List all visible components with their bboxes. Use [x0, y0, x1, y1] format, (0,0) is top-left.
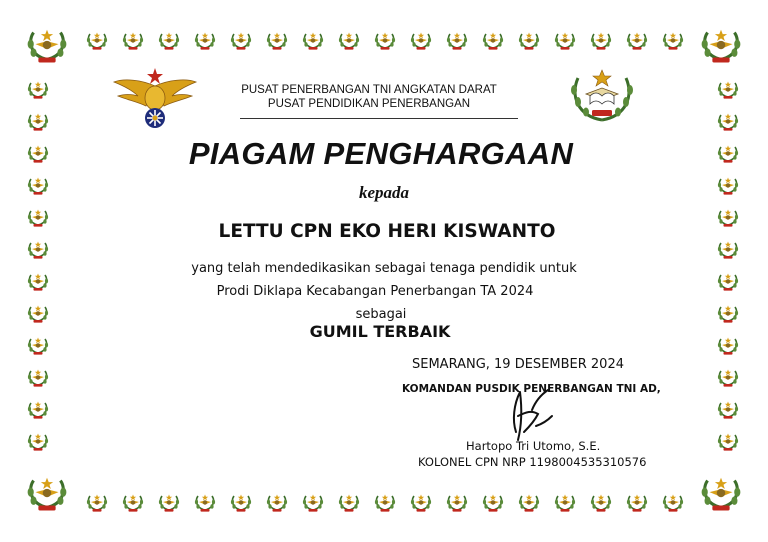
wreath-emblem-icon — [229, 31, 253, 51]
wreath-emblem-icon — [625, 31, 649, 51]
wreath-emblem-icon — [157, 493, 181, 513]
wreath-emblem-icon — [553, 493, 577, 513]
wreath-emblem-icon — [445, 493, 469, 513]
wreath-emblem-icon — [85, 493, 109, 513]
corner-wreath-emblem-icon — [698, 474, 744, 514]
wreath-emblem-icon — [265, 31, 289, 51]
wreath-emblem-icon — [26, 368, 50, 388]
wreath-emblem-icon — [301, 31, 325, 51]
certificate-title: PIAGAM PENGHARGAAN — [188, 136, 574, 171]
to-label: kepada — [358, 183, 410, 202]
wreath-emblem-icon — [373, 31, 397, 51]
wreath-emblem-icon — [26, 240, 50, 260]
body-line-3: sebagai — [355, 307, 407, 322]
wreath-emblem-icon — [589, 493, 613, 513]
wreath-emblem-icon — [409, 31, 433, 51]
wreath-emblem-icon — [193, 493, 217, 513]
award-title: GUMIL TERBAIK — [309, 322, 451, 341]
wreath-emblem-icon — [553, 31, 577, 51]
wreath-emblem-icon — [121, 493, 145, 513]
wreath-emblem-icon — [26, 432, 50, 452]
wreath-emblem-icon — [716, 432, 740, 452]
wreath-emblem-icon — [481, 493, 505, 513]
wreath-emblem-icon — [716, 112, 740, 132]
wreath-emblem-icon — [121, 31, 145, 51]
wreath-emblem-icon — [26, 112, 50, 132]
wreath-emblem-icon — [481, 31, 505, 51]
wreath-emblem-icon — [337, 493, 361, 513]
wreath-emblem-icon — [517, 31, 541, 51]
institution-line-1: PUSAT PENERBANGAN TNI ANGKATAN DARAT — [241, 84, 497, 96]
institution-line-2: PUSAT PENDIDIKAN PENERBANGAN — [267, 98, 471, 110]
wreath-emblem-icon — [625, 493, 649, 513]
wreath-emblem-icon — [716, 368, 740, 388]
body-line-1: yang telah mendedikasikan sebagai tenaga pendidik untuk — [191, 261, 577, 276]
commander-position: KOMANDAN PUSDIK PENERBANGAN TNI AD, — [402, 383, 661, 395]
signatory-name: Hartopo Tri Utomo, S.E. — [466, 439, 601, 453]
wreath-emblem-icon — [409, 493, 433, 513]
wreath-emblem-icon — [661, 31, 685, 51]
wreath-emblem-icon — [337, 31, 361, 51]
signatory-rank-nrp: KOLONEL CPN NRP 1198004535310576 — [418, 455, 647, 469]
wreath-star-emblem-icon — [566, 68, 638, 126]
wreath-emblem-icon — [26, 400, 50, 420]
place-date: SEMARANG, 19 DESEMBER 2024 — [412, 357, 624, 372]
wreath-emblem-icon — [193, 31, 217, 51]
wreath-emblem-icon — [265, 493, 289, 513]
corner-wreath-emblem-icon — [24, 474, 70, 514]
wreath-emblem-icon — [85, 31, 109, 51]
wreath-emblem-icon — [716, 240, 740, 260]
corner-wreath-emblem-icon — [698, 26, 744, 66]
wreath-emblem-icon — [301, 493, 325, 513]
body-line-2: Prodi Diklapa Kecabangan Penerbangan TA 2024 — [216, 284, 534, 299]
wreath-emblem-icon — [229, 493, 253, 513]
wreath-emblem-icon — [373, 493, 397, 513]
header-divider — [240, 118, 518, 119]
wreath-emblem-icon — [661, 493, 685, 513]
wreath-emblem-icon — [517, 493, 541, 513]
recipient-name: LETTU CPN EKO HERI KISWANTO — [218, 221, 556, 242]
wreath-emblem-icon — [589, 31, 613, 51]
wreath-emblem-icon — [157, 31, 181, 51]
wreath-emblem-icon — [716, 400, 740, 420]
wreath-emblem-icon — [445, 31, 469, 51]
corner-wreath-emblem-icon — [24, 26, 70, 66]
